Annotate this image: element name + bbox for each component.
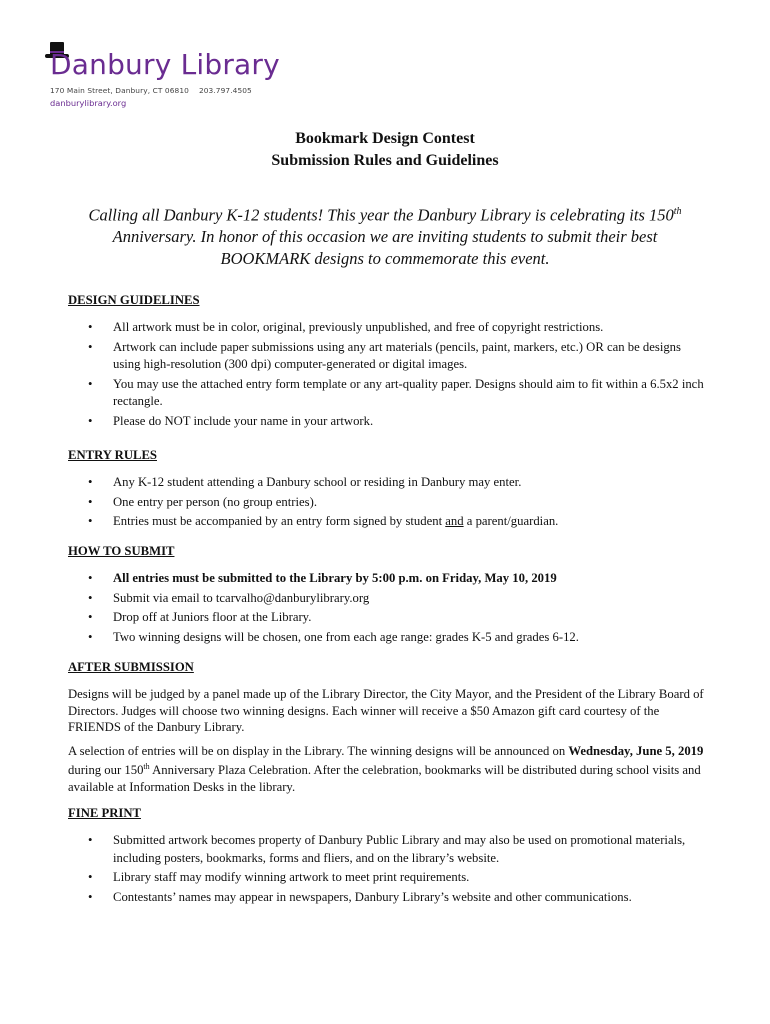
paragraph-text-mid: during our 150 [68,763,144,778]
entry-rules-section [68,447,704,531]
deadline-text: All entries must be submitted to the Library by 5:00 p.m. on Friday, May 10, 2019 [113,571,557,585]
bullet-icon: • [88,514,93,528]
logo-text: Danbury Library [50,48,280,81]
fine-print-section [68,805,704,906]
intro-part2: Anniversary. In honor of this occasion we are inviting students to submit their best BOOKMARK designs to commemorate this event. [112,227,658,268]
list-item-text: Artwork can include paper submissions using any art materials (pencils, paint, markers, etc.) OR can be designs using high-resolution (300 dpi) computer-generated or digital images. [113,339,681,371]
announcement-date: Wednesday, June 5, 2019 [568,743,704,758]
list-item-text: Contestants’ names may appear in newspapers, Danbury Library’s website and other communications. [113,889,632,904]
how-to-submit-section [68,543,704,646]
list-item-text: One entry per person (no group entries). [113,494,317,509]
list-item-text: All artwork must be in color, original, previously unpublished, and free of copyright restrictions. [113,320,604,334]
underlined-word: and [445,514,464,528]
list-item [68,494,704,512]
bullet-icon: • [88,629,93,644]
after-submission-paragraph-2 [68,743,704,796]
bullet-icon: • [88,870,93,884]
list-item-text-end: a parent/guardian. [463,514,559,528]
list-item [68,889,704,907]
email-submission-text: Submit via email to tcarvalho@danburylibrary.org [113,590,370,605]
bullet-icon: • [88,494,93,509]
address-text: 170 Main Street, Danbury, CT 06810 [50,86,189,95]
phone-text: 203.797.4505 [198,86,252,95]
winners-text: Two winning designs will be chosen, one from each age range: grades K-5 and grades 6-12. [113,629,579,644]
paragraph-text: A selection of entries will be on display in the Library. The winning designs will be announced on [68,743,569,758]
list-item [68,339,704,374]
bullet-icon: • [88,376,93,391]
list-item-text: Submitted artwork becomes property of Danbury Public Library and may also be used on promotional materials, including posters, bookmarks, forms and fliers, and on the library’s website. [113,833,686,865]
list-item [68,629,704,647]
how-to-submit-list [68,570,704,646]
list-item [68,570,704,588]
bullet-icon: • [88,833,93,847]
intro-superscript: th [673,206,682,217]
list-item [68,413,704,431]
entry-rules-list [68,474,704,531]
list-item [68,869,704,887]
list-item [68,609,704,627]
after-submission-paragraph-1: Designs will be judged by a panel made up of the Library Director, the City Mayor, and the President of the Library Board of Directors. Judges will choose two winning designs. Each winner will receive a $50 Amazon gift card courtesy of the FRIENDS of the Danbury Library. [68,687,704,734]
list-item-text: Entries must be accompanied by an entry form signed by student [113,514,446,528]
title-block [0,128,770,172]
list-item [68,590,704,608]
bullet-icon: • [88,590,93,605]
bullet-icon: • [88,320,93,334]
fine-print-list [68,832,704,906]
bullet-icon: • [88,610,93,624]
bullet-icon: • [88,889,93,904]
after-submission-section [68,659,704,795]
entry-rules-heading: ENTRY RULES [68,448,157,462]
list-item [68,513,704,531]
bullet-icon: • [88,413,93,428]
design-guidelines-list [68,319,704,430]
list-item-text: Any K-12 student attending a Danbury school or residing in Danbury may enter. [113,475,522,489]
library-address [50,86,252,95]
intro-part1: Calling all Danbury K-12 students! This year the Danbury Library is celebrating its 150 [88,205,674,225]
after-submission-heading: AFTER SUBMISSION [68,660,194,674]
list-item [68,832,704,867]
page-title: Bookmark Design Contest [295,130,475,147]
design-guidelines-section [68,292,704,430]
library-website: danburylibrary.org [50,98,127,108]
intro-paragraph [66,201,704,269]
paragraph-superscript: th [143,762,150,771]
list-item-text: You may use the attached entry form template or any art-quality paper. Designs should aim to fit within a 6.5x2 inch rectangle. [113,376,704,408]
how-to-submit-heading: HOW TO SUBMIT [68,544,175,558]
bullet-icon: • [88,339,93,354]
bullet-icon: • [88,475,93,489]
design-guidelines-heading: DESIGN GUIDELINES [68,293,200,307]
list-item-text: Please do NOT include your name in your artwork. [113,413,374,428]
list-item [68,376,704,411]
page-subtitle: Submission Rules and Guidelines [271,152,499,169]
paragraph-text-end: Anniversary Plaza Celebration. After the celebration, bookmarks will be distributed during school visits and available at Information Desks in the library. [68,763,701,794]
bullet-icon: • [88,571,93,585]
list-item-text: Library staff may modify winning artwork to meet print requirements. [113,870,470,884]
dropoff-text: Drop off at Juniors floor at the Library. [113,610,312,624]
list-item [68,319,704,337]
list-item [68,474,704,492]
library-logo [44,40,304,112]
fine-print-heading: FINE PRINT [68,806,141,820]
